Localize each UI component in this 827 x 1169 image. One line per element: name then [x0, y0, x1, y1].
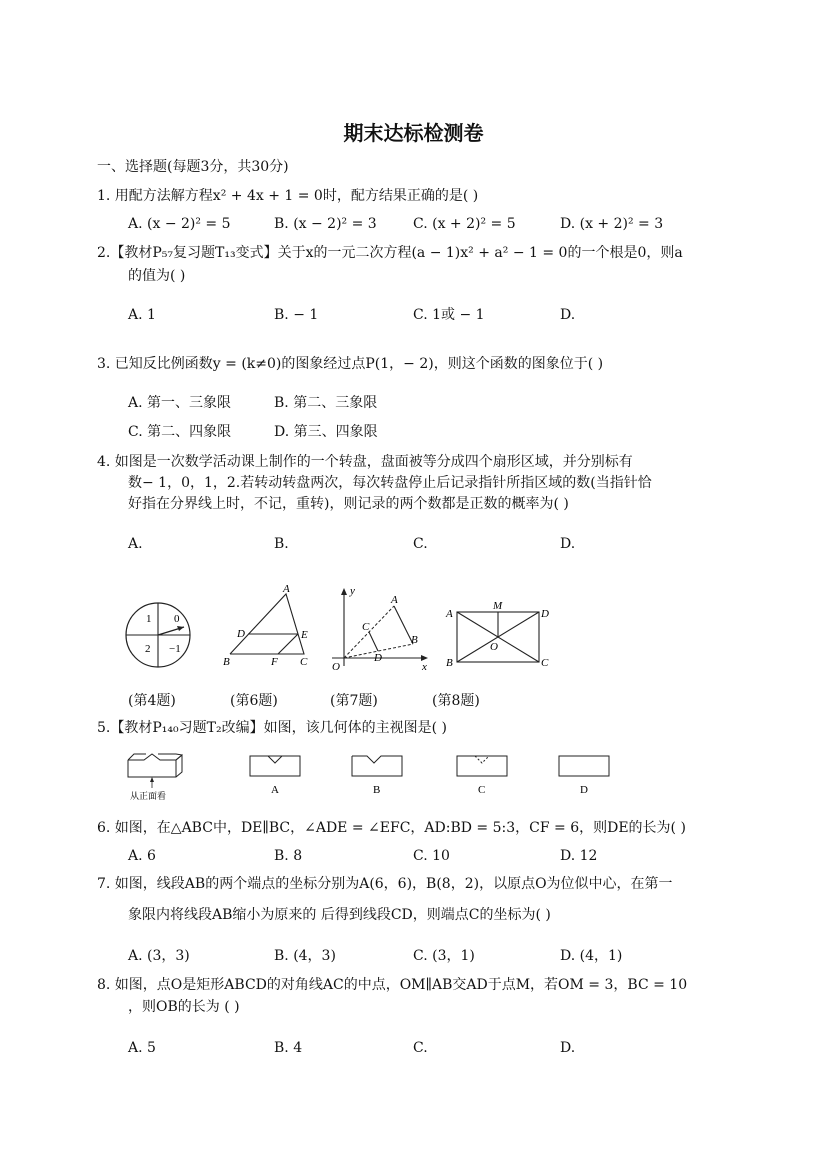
q6-option-b: B. 8 [274, 848, 303, 864]
q8-option-a: A. 5 [128, 1040, 156, 1056]
triangle-figure-6 [223, 583, 308, 668]
q5-stem: 5.【教材P₁₄₀习题T₂改编】如图，该几何体的主视图是( ) [97, 720, 447, 736]
coordinate-figure-7 [332, 585, 428, 673]
q2-option-b: B. − 1 [274, 307, 319, 323]
q5-views-figure [124, 748, 614, 806]
q2-option-c: C. 1或 − 1 [413, 307, 485, 323]
page-title: 期末达标检测卷 [343, 121, 484, 145]
q4-option-c: C. [413, 536, 428, 552]
q8-stem-line1: 8. 如图，点O是矩形ABCD的对角线AC的中点，OM∥AB交AD于点M，若OM = 3，BC = 10 [97, 977, 688, 993]
fig8-label-B: B [446, 657, 453, 669]
q6-option-d: D. 12 [560, 848, 598, 864]
rectangle-figure-8 [445, 600, 549, 669]
view-option-b [352, 756, 402, 776]
fig6-label-B: B [223, 656, 230, 668]
caption-fig8: (第8题) [432, 693, 480, 709]
fig6-label-D: D [237, 628, 245, 640]
wheel-label-2: 2 [145, 643, 151, 655]
fig8-label-D: D [541, 608, 549, 620]
fig7-label-A: A [391, 594, 398, 606]
q7-option-c: C. (3，1) [413, 948, 475, 964]
q4-option-a: A. [128, 536, 143, 552]
q3-option-c: C. 第二、四象限 [128, 424, 232, 440]
fig6-label-A: A [283, 583, 290, 595]
fig7-label-O: O [332, 661, 340, 673]
q4-option-b: B. [274, 536, 289, 552]
wheel-label-neg1: −1 [169, 643, 181, 655]
q3-option-b: B. 第二、三象限 [274, 395, 378, 411]
figures-row [110, 582, 570, 677]
spinner-wheel-figure [126, 603, 190, 667]
q8-option-d: D. [560, 1040, 576, 1056]
fig7-label-C: C [362, 621, 370, 633]
q8-stem-line2: ，则OB的长为 ( ) [128, 999, 240, 1015]
q7-stem-line1: 7. 如图，线段AB的两个端点的坐标分别为A(6，6)，B(8，2)，以原点O为位似中心，在第一 [97, 876, 673, 892]
front-view-label: 从正面看 [130, 791, 167, 801]
wheel-label-0: 0 [174, 613, 180, 625]
q4-stem-line3: 好指在分界线上时，不记，重转)，则记录的两个数都是正数的概率为( ) [128, 496, 569, 512]
q1-option-b: B. (x − 2)² = 3 [274, 216, 377, 232]
fig8-label-O: O [490, 641, 498, 653]
q8-option-c: C. [413, 1040, 428, 1056]
fig6-label-C: C [300, 656, 308, 668]
view-label-d: D [580, 784, 588, 796]
q7-stem-line2: 象限内将线段AB缩小为原来的 后得到线段CD，则端点C的坐标为( ) [128, 907, 551, 923]
view-option-c [457, 756, 507, 776]
fig8-label-M: M [493, 600, 503, 612]
wheel-label-1: 1 [146, 613, 152, 625]
fig6-label-E: E [301, 629, 308, 641]
q3-option-a: A. 第一、三象限 [128, 395, 232, 411]
q6-option-a: A. 6 [128, 848, 156, 864]
caption-fig7: (第7题) [330, 693, 378, 709]
view-label-a: A [271, 784, 279, 796]
q2-option-a: A. 1 [128, 307, 156, 323]
q3-stem: 3. 已知反比例函数y = (k≠0)的图象经过点P(1，− 2)，则这个函数的图象位于( ) [97, 356, 604, 372]
q1-option-c: C. (x + 2)² = 5 [413, 216, 516, 232]
q8-option-b: B. 4 [274, 1040, 303, 1056]
q4-stem-line1: 4. 如图是一次数学活动课上制作的一个转盘，盘面被等分成四个扇形区域，并分别标有 [97, 454, 633, 470]
q1-option-d: D. (x + 2)² = 3 [560, 216, 664, 232]
q2-stem-line1: 2.【教材P₅₇复习题T₁₃变式】关于x的一元二次方程(a − 1)x² + a² − 1 = 0的一个根是0，则a [97, 245, 683, 261]
fig8-label-A: A [446, 608, 453, 620]
fig8-label-C: C [541, 657, 549, 669]
q2-option-d: D. [560, 307, 576, 323]
q4-option-d: D. [560, 536, 576, 552]
view-label-b: B [373, 784, 381, 796]
fig7-label-x: x [422, 661, 427, 673]
q2-stem-line2: 的值为( ) [128, 268, 186, 284]
fig7-label-D: D [374, 652, 382, 664]
q7-option-b: B. (4，3) [274, 948, 336, 964]
view-option-a [250, 756, 300, 776]
view-option-d [559, 756, 609, 776]
q6-stem: 6. 如图，在△ABC中，DE∥BC，∠ADE = ∠EFC，AD:BD = 5:3，CF = 6，则DE的长为( ) [97, 820, 686, 836]
view-label-c: C [478, 784, 486, 796]
fig7-label-y: y [350, 585, 355, 597]
q1-option-a: A. (x − 2)² = 5 [128, 216, 231, 232]
caption-fig4: (第4题) [128, 693, 176, 709]
q3-option-d: D. 第三、四象限 [274, 424, 378, 440]
solid-3d-figure [128, 754, 182, 788]
q7-option-d: D. (4，1) [560, 948, 623, 964]
fig6-label-F: F [271, 656, 278, 668]
fig7-label-B: B [411, 634, 418, 646]
q7-option-a: A. (3，3) [128, 948, 190, 964]
caption-fig6: (第6题) [230, 693, 278, 709]
q6-option-c: C. 10 [413, 848, 450, 864]
q4-stem-line2: 数− 1，0，1，2.若转动转盘两次，每次转盘停止后记录指针所指区域的数(当指针恰 [128, 475, 652, 491]
section-heading: 一、选择题(每题3分，共30分) [97, 159, 289, 175]
q1-stem: 1. 用配方法解方程x² + 4x + 1 = 0时，配方结果正确的是( ) [97, 188, 479, 204]
